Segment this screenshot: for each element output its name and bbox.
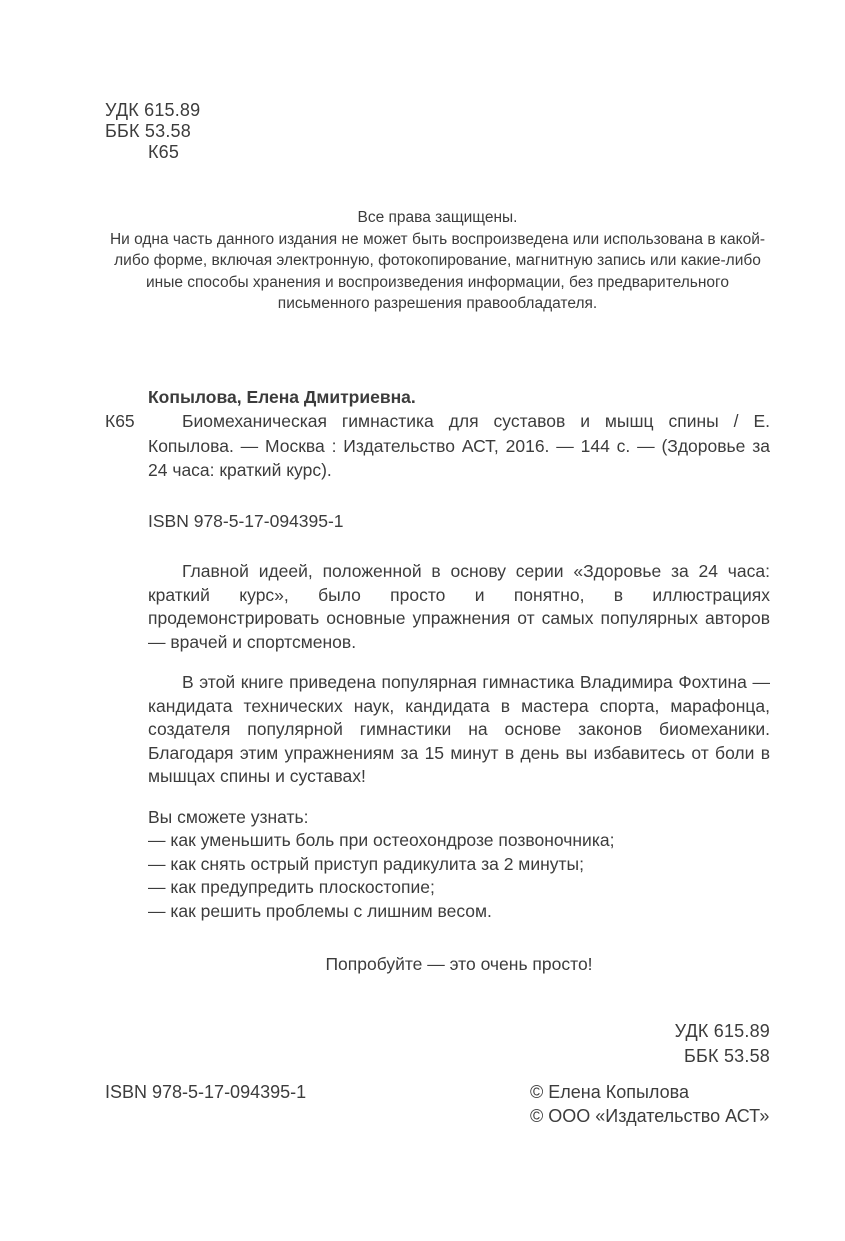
udk-code-top: УДК 615.89	[105, 100, 201, 120]
bbk-code-top: ББК 53.58	[105, 121, 191, 141]
bbk-code-bottom: ББК 53.58	[684, 1045, 770, 1066]
isbn-line: ISBN 978-5-17-094395-1	[148, 510, 344, 531]
author-heading: Копылова, Елена Дмитриевна.	[148, 386, 416, 407]
classification-codes-top	[105, 100, 770, 163]
rights-title: Все права защищены.	[357, 209, 518, 226]
copyright-author: © Елена Копылова	[530, 1082, 690, 1102]
catalog-entry: Биомеханическая гимнастика для суставов и мышц спины / Е. Копылова. — Москва : Издательство АСТ, 2016. — 144 с. — (Здоровье за 24 часа: краткий курс).	[148, 411, 770, 480]
catalog-code: К65	[105, 411, 135, 431]
copyright-publisher: © ООО «Издательство АСТ»	[530, 1106, 770, 1126]
footer-copyrights	[530, 1080, 770, 1128]
catalog-entry-wrap	[105, 409, 770, 483]
classification-codes-bottom	[105, 1019, 770, 1069]
footer-isbn: ISBN 978-5-17-094395-1	[105, 1082, 307, 1102]
annotation-paragraph-1: Главной идеей, положенной в основу серии «Здоровье за 24 часа: краткий курс», было просто и понятно, в иллюстрациях продемонстрировать основные упражнения от самых популярных авторов — врачей и спортсменов.	[148, 561, 770, 652]
benefits-list-item: — как снять острый приступ радикулита за 2 минуты;	[148, 853, 584, 874]
benefits-list-item: — как предупредить плоскостопие;	[148, 877, 435, 897]
benefits-list-intro: Вы сможете узнать:	[148, 806, 309, 827]
benefits-list-item: — как уменьшить боль при остеохондрозе позвоночника;	[148, 830, 615, 850]
benefits-list-item: — как решить проблемы с лишним весом.	[148, 900, 492, 921]
annotation	[148, 560, 770, 977]
rights-notice	[105, 207, 770, 315]
udk-code-bottom: УДК 615.89	[674, 1020, 770, 1041]
footer	[105, 1080, 770, 1128]
bibliographic-record	[105, 385, 770, 534]
benefits-list	[148, 806, 770, 924]
rights-body: Ни одна часть данного издания не может быть воспроизведена или использована в какой-либо форме, включая электронную, фотокопирование, магнитную запись или какие-либо иные способы хранения и воспроизведения информации, без предварительного письменного разрешения правообладателя.	[109, 230, 766, 312]
author-sign-code-top: К65	[148, 142, 180, 162]
call-to-action: Попробуйте — это очень просто!	[325, 954, 593, 974]
annotation-paragraph-2: В этой книге приведена популярная гимнастика Владимира Фохтина — кандидата технических наук, кандидата в мастера спорта, марафонца, создателя популярной гимнастики на основе законов биомеханики. Благодаря этим упражнениям за 15 минут в день вы избавитесь от боли в мышцах спины и суставах!	[148, 672, 770, 786]
